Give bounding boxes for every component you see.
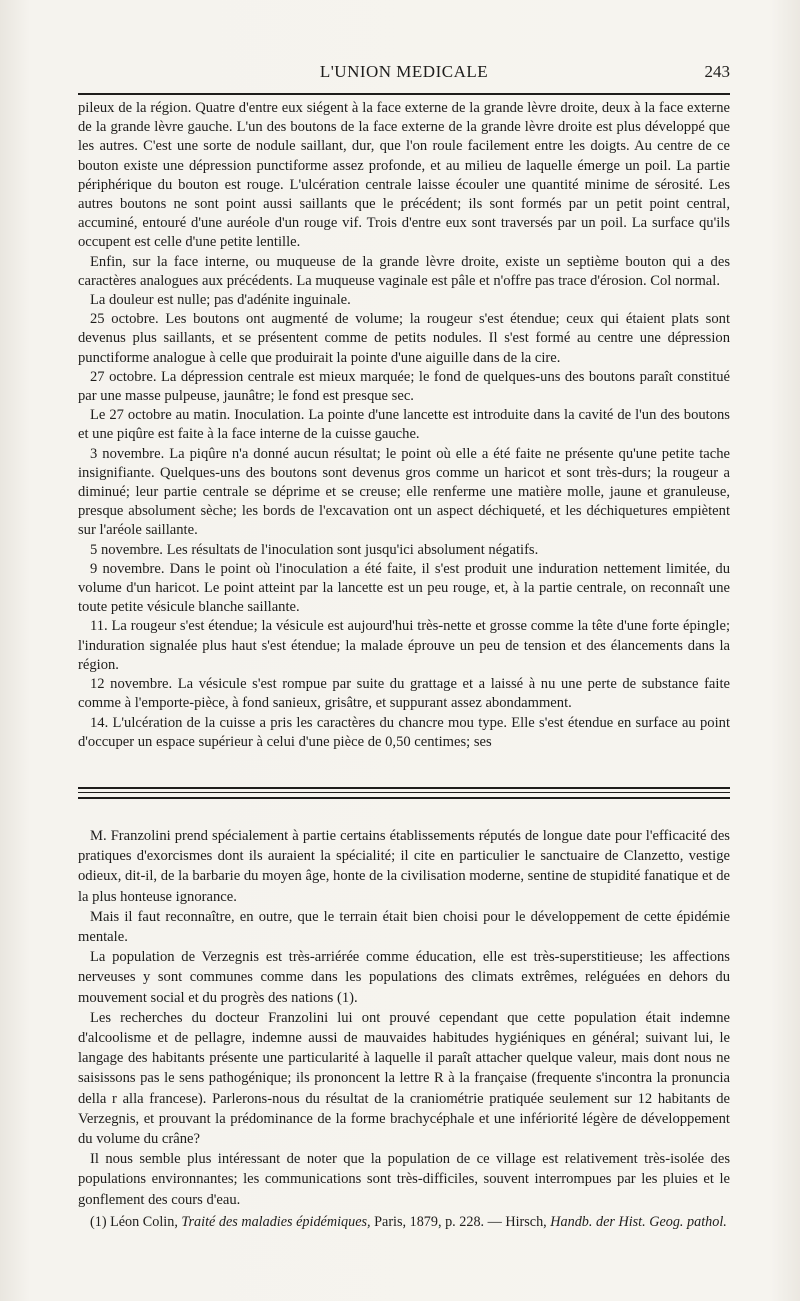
separator-rule	[78, 787, 730, 789]
paragraph: Les recherches du docteur Franzolini lui ont prouvé cependant que cette population était indemne d'alcoolisme et de pellagre, indemne aussi de mauvaides habitudes hygiéniques en général; suivant lui, le langage des habitants présente une particularité à laquelle il paraît attacher quelque valeur, mais dont nous ne saisissons pas le sens pathogénique; ils prononcent la lettre R à la française (frequente s'incontra la pronuncia della r alla francese). Parlerons-nous du résultat de la craniométrie pratiquée seulement sur 12 habitants de Verzegnis, et prouvant la prédominance de la forme brachycéphale et une infériorité légère de développement du volume du crâne?	[78, 1009, 730, 1148]
feuilleton-text	[78, 826, 730, 1210]
paragraph: 11. La rougeur s'est étendue; la vésicule est aujourd'hui très-nette et grosse comme la tête d'une forte épingle; l'induration signalée plus haut s'est étendue; la malade éprouve un peu de tension et des élancements dans la région.	[78, 618, 730, 673]
footnote-marker: (1) Léon Colin,	[90, 1214, 178, 1230]
paragraph: Il nous semble plus intéressant de noter que la population de ce village est relativement très-isolée des populations environnantes; les communications sont très-difficiles, souvent interrompues par les pluies et le gonflement des cours d'eau.	[78, 1151, 730, 1208]
paragraph: 25 octobre. Les boutons ont augmenté de volume; la rougeur s'est étendue; ceux qui étaient plats sont devenus plus saillants, et se présentent comme de petits nodules. Il s'est formé au centre une dépression punctiforme analogue à celle que produirait la pointe d'une aiguille dans de la cire.	[78, 311, 730, 366]
running-title: L'UNION MEDICALE	[319, 62, 489, 81]
footnote	[78, 1214, 730, 1232]
paragraph: Mais il faut reconnaître, en outre, que le terrain était bien choisi pour le développement de cette épidémie mentale.	[78, 908, 730, 946]
paragraph: 3 novembre. La piqûre n'a donné aucun résultat; le point où elle a été faite ne présente qu'une petite tache insignifiante. Quelques-uns des boutons sont devenus gros comme un haricot et sont très-durs; la rougeur a diminué; leur partie centrale se déprime et se creuse; elle renferme une matière molle, jaune et granuleuse, presque absolument sèche; les bords de l'excavation ont un aspect déchiqueté, et les déchiquetures empiètent sur l'aréole saillante.	[78, 445, 730, 539]
page-header	[78, 56, 730, 90]
footnote-title: Traité des maladies épidémiques,	[181, 1214, 371, 1230]
page-number: 243	[704, 62, 730, 81]
footnote-text	[78, 1214, 730, 1232]
paragraph: 14. L'ulcération de la cuisse a pris les caractères du chancre mou type. Elle s'est étendue en surface au point d'occuper un espace supérieur à celui d'une pièce de 0,50 centimes; ses	[78, 714, 730, 750]
paragraph: La population de Verzegnis est très-arriérée comme éducation, elle est très-superstitieuse; les affections nerveuses y sont communes comme dans les populations des climats extrêmes, reléguées en dehors du mouvement social et du progrès des nations (1).	[78, 949, 730, 1006]
header-rule	[78, 93, 730, 95]
separator-rule	[78, 797, 730, 799]
separator-rule	[78, 792, 730, 793]
paragraph: 12 novembre. La vésicule s'est rompue par suite du grattage et a laissé à nu une perte de substance faite comme à l'emporte-pièce, à fond sanieux, grisâtre, et suppurant assez abondamment.	[78, 676, 730, 712]
paragraph: M. Franzolini prend spécialement à partie certains établissements réputés de longue date pour l'efficacité des pratiques d'exorcismes dont ils auraient la spécialité; il cite en particulier le sanctuaire de Clanzetto, vestige odieux, dit-il, de la barbarie du moyen âge, honte de la civilisation moderne, sentine de stupidité fanatique et de la plus honteuse ignorance.	[78, 828, 730, 905]
paragraph: Enfin, sur la face interne, ou muqueuse de la grande lèvre droite, existe un septième bouton qui a des caractères analogues aux précédents. La muqueuse vaginale est pâle et n'offre pas trace d'érosion. Col normal.	[78, 253, 730, 289]
footnote-title: Handb. der Hist. Geog. pathol.	[550, 1214, 727, 1230]
paragraph: 9 novembre. Dans le point où l'inoculation a été faite, il s'est produit une induration nettement limitée, du volume d'un haricot. Le point atteint par la lancette est un peu rouge, et, à la partie centrale, on reconnaît une toute petite vésicule blanche saillante.	[78, 560, 730, 616]
paragraph: pileux de la région. Quatre d'entre eux siégent à la face externe de la grande lèvre droite, deux à la face externe de la grande lèvre gauche. L'un des boutons de la face externe de la grande lèvre droite est plus développé que les autres. C'est une sorte de nodule saillant, dur, que l'on roule facilement entre les doigts. Au centre de ce bouton existe une dépression punctiforme assez profonde, et au milieu de laquelle émerge un poil. La partie périphérique du bouton est rouge. L'ulcération centrale laisse écouler une quantité minime de sérosité. Les autres boutons ne sont point aussi saillants que le précédent; ils sont formés par un petit point central, accuminé, entouré d'une auréole d'un rouge vif. Trois d'entre eux sont traversés par un poil. La surface qu'ils occupent est celle d'une petite lentille.	[78, 100, 730, 251]
paragraph: Le 27 octobre au matin. Inoculation. La pointe d'une lancette est introduite dans la cavité de l'un des boutons et une piqûre est faite à la face interne de la cuisse gauche.	[78, 407, 730, 443]
paragraph: 27 octobre. La dépression centrale est mieux marquée; le fond de quelques-uns des boutons paraît constitué par une masse pulpeuse, jaunâtre; le fond est presque sec.	[78, 368, 730, 405]
main-article-text	[78, 99, 730, 752]
footnote-citation: Paris, 1879, p. 228. — Hirsch,	[374, 1214, 547, 1230]
paragraph: 5 novembre. Les résultats de l'inoculation sont jusqu'ici absolument négatifs.	[90, 541, 539, 558]
paragraph: La douleur est nulle; pas d'adénite inguinale.	[90, 292, 351, 309]
